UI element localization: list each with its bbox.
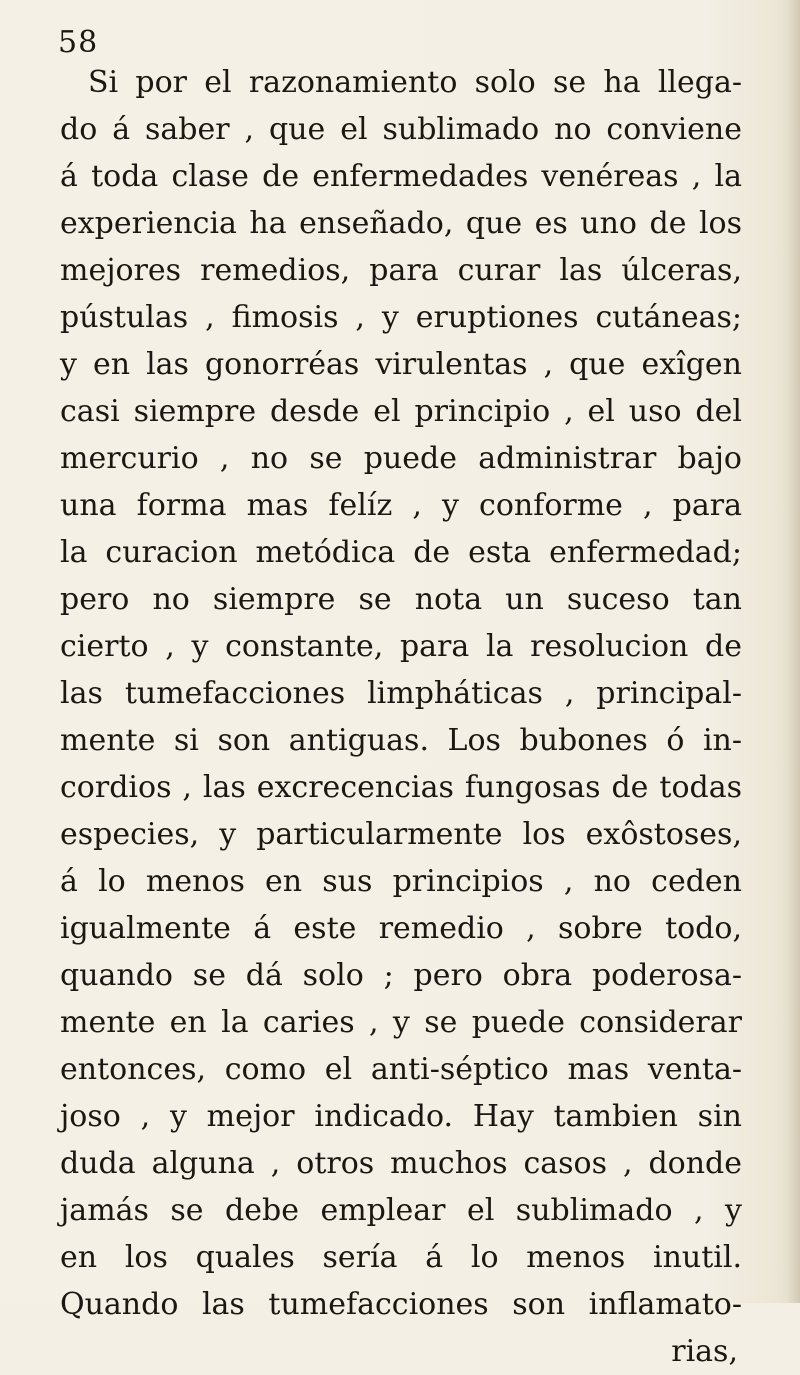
text-line: igualmente á este remedio , sobre todo, <box>60 911 742 946</box>
text-line: y en las gonorréas virulentas , que exîgen <box>60 347 742 382</box>
text-line: jamás se debe emplear el sublimado , y <box>60 1193 742 1228</box>
text-line: duda alguna , otros muchos casos , donde <box>60 1146 742 1181</box>
text-line: casi siempre desde el principio , el uso del <box>60 394 742 429</box>
text-line: las tumefacciones limpháticas , principal- <box>60 676 742 711</box>
text-line: mente si son antiguas. Los bubones ó in- <box>60 723 742 758</box>
catchword: rias, <box>671 1334 738 1369</box>
text-line: cierto , y constante, para la resolucion de <box>60 629 742 664</box>
text-line: do á saber , que el sublimado no conviene <box>60 112 742 147</box>
text-line: una forma mas felíz , y conforme , para <box>60 488 742 523</box>
text-line: mercurio , no se puede administrar bajo <box>60 441 742 476</box>
text-line: á lo menos en sus principios , no ceden <box>60 864 742 899</box>
text-line: joso , y mejor indicado. Hay tambien sin <box>60 1099 742 1134</box>
text-line: experiencia ha enseñado, que es uno de los <box>60 206 742 241</box>
text-line: mente en la caries , y se puede considerar <box>60 1005 742 1040</box>
text-line: quando se dá solo ; pero obra poderosa- <box>60 958 742 993</box>
page-edge-shadow <box>786 0 800 1303</box>
text-line: Si por el razonamiento solo se ha llega- <box>88 65 742 100</box>
text-line: Quando las tumefacciones son inflamato- <box>60 1287 742 1322</box>
text-line: á toda clase de enfermedades venéreas , la <box>60 159 742 194</box>
text-line: especies, y particularmente los exôstoses, <box>60 817 742 852</box>
text-line: mejores remedios, para curar las úlceras, <box>60 253 742 288</box>
body-text <box>60 59 742 1375</box>
text-line: cordios , las excrecencias fungosas de todas <box>60 770 742 805</box>
text-line: pústulas , fimosis , y eruptiones cutáneas; <box>60 300 742 335</box>
text-line: la curacion metódica de esta enfermedad; <box>60 535 742 570</box>
page-number: 58 <box>58 25 99 60</box>
text-line: entonces, como el anti-séptico mas venta- <box>60 1052 742 1087</box>
text-line: pero no siempre se nota un suceso tan <box>60 582 742 617</box>
text-line: en los quales sería á lo menos inutil. <box>60 1240 742 1275</box>
